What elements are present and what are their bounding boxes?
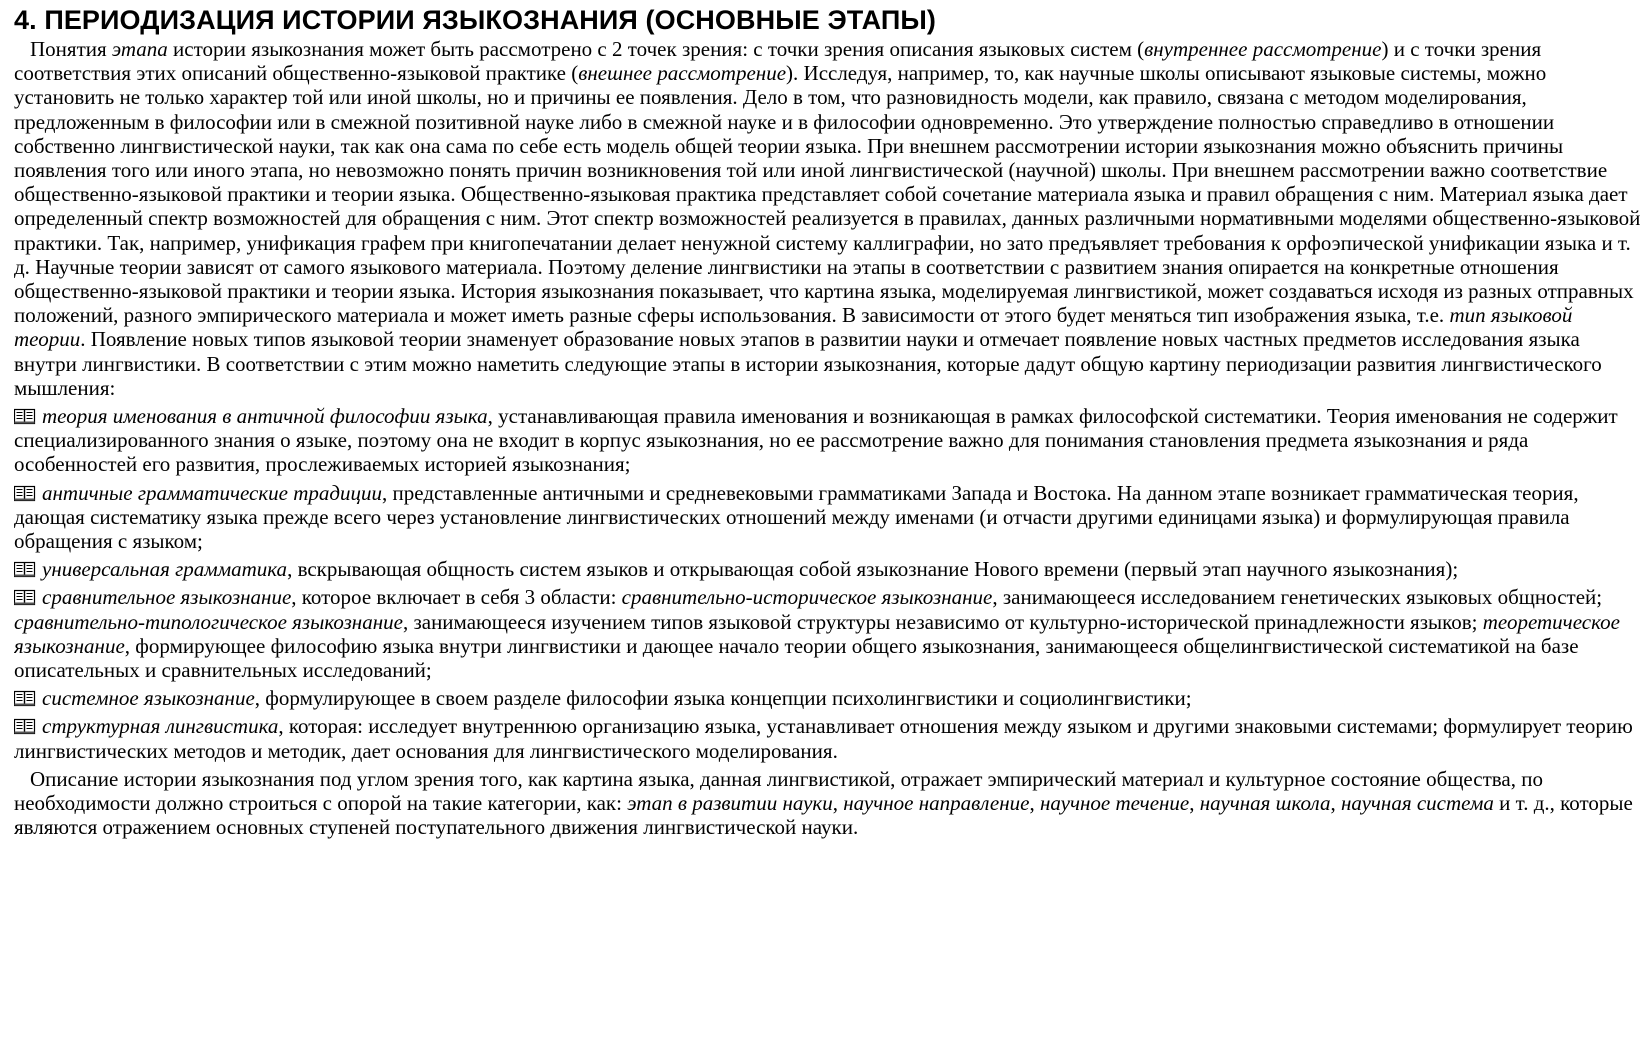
closing-term: научное направление bbox=[843, 791, 1030, 816]
stage-term: сравнительно-историческое языкознание bbox=[621, 585, 993, 610]
intro-text-2: истории языкознания может быть рассмотрено с 2 точек зрения: с точки зрения описания языковых систем ( bbox=[167, 37, 1145, 61]
book-icon bbox=[14, 485, 36, 502]
closing-term: этап в развитии науки bbox=[627, 791, 833, 816]
closing-term: научная система bbox=[1340, 791, 1494, 816]
list-item bbox=[14, 585, 1642, 682]
intro-term-stage: этапа bbox=[111, 37, 168, 61]
stage-term: универсальная грамматика bbox=[42, 557, 288, 582]
stage-text: , занимающееся исследованием генетических языковых общностей; bbox=[992, 585, 1603, 610]
intro-text-4: ). Исследуя, например, то, как научные школы описывают языковые системы, можно установить не только характер той или иной школы, но и причины ее появления. Дело в том, что разновидность модели, как правило, связана с методом моделирования, предложенным в философии или в смежной позитивной науке либо в смежной науке и в философии одновременно. Это утверждение полностью справедливо в отношении собственно лингвистической науки, так как она сама по себе есть модель общей теории языка. При внешнем рассмотрении истории языкознания можно объяснить причины появления того или иного этапа, но невозможно понять причин возникновения той или иной лингвистической (научной) школы. При внешнем рассмотрении важно соответствие общественно-языковой практики и теории языка. Общественно-языковая практика представляет собой сочетание материала языка и правил обращения с ним. Материал языка дает определенный спектр возможностей для обращения с ним. Этот спектр возможностей реализуется в правилах, данных различными нормативными моделями общественно-языковой практики. Так, например, унификация графем при книгопечатании делает ненужной систему каллиграфии, но зато предъявляет требования к орфоэпической унификации языка и т. д. Научные теории зависят от самого языкового материала. Поэтому деление лингвистики на этапы в соответствии с развитием знания опирается на конкретные отношения общественно-языковой практики и теории языка. История языкознания показывает, что картина языка, моделируемая лингвистикой, может создаваться исходя из разных отправных положений, разного эмпирического материала и может иметь разные сферы использования. В зависимости от этого будет меняться тип изображения языка, т.е. bbox=[14, 61, 1641, 328]
document-page bbox=[14, 4, 1642, 1044]
closing-term: научная школа bbox=[1199, 791, 1331, 816]
stage-text: , формирующее философию языка внутри лингвистики и дающее начало теории общего языкознания, занимающееся общелингвистической систематикой на базе описательных и сравнительных исследований; bbox=[14, 633, 1579, 683]
intro-text-5: . Появление новых типов языковой теории знаменует образование новых этапов в развитии науки и отмечает появление новых частных предметов исследования языка внутри лингвистики. В соответствии с этим можно наметить следующие этапы в истории языкознания, которые дадут общую картину периодизации развития лингвистического мышления: bbox=[14, 327, 1602, 400]
intro-text-1: Понятия bbox=[30, 37, 112, 61]
list-item bbox=[14, 481, 1642, 554]
closing-text-1: Описание истории языкознания под углом зрения того, как картина языка, данная лингвистикой, отражает эмпирический материал и культурное состояние общества, по необходимости должно строиться с опорой на такие категории, как: bbox=[14, 766, 1543, 816]
closing-term: научное течение bbox=[1040, 791, 1190, 816]
book-icon bbox=[14, 561, 36, 578]
intro-text-3: ) и с точки зрения соответствия этих описаний общественно-языковой практике ( bbox=[14, 37, 1542, 86]
intro-paragraph bbox=[14, 37, 1642, 400]
page-title: 4. ПЕРИОДИЗАЦИЯ ИСТОРИИ ЯЗЫКОЗНАНИЯ (ОСНОВНЫЕ ЭТАПЫ) bbox=[14, 5, 937, 35]
separator: , bbox=[1189, 791, 1200, 816]
stage-term: структурная лингвистика bbox=[42, 714, 279, 739]
closing-paragraph bbox=[14, 767, 1642, 840]
list-item bbox=[14, 714, 1642, 762]
book-icon bbox=[14, 408, 36, 425]
stage-text: , устанавливающая правила именования и возникающая в рамках философской систематики. Теория именования не содержит специализированного знания о языке, поэтому она не входит в корпус языкознания, но ее рассмотрение важно для понимания становления предмета языкознания и ряда особенностей его развития, прослеживаемых историей языкознания; bbox=[14, 404, 1618, 477]
stage-term: сравнительно-типологическое языкознание bbox=[14, 609, 403, 634]
closing-text-2: и т. д., которые являются отражением основных ступеней поступательного движения лингвистической науки. bbox=[14, 791, 1633, 840]
stage-text: , которая: исследует внутреннюю организацию языка, устанавливает отношения между языком и другими знаковыми системами; формулирует теорию лингвистических методов и методик, дает основания для лингвистического моделирования. bbox=[14, 714, 1633, 763]
stage-term: теоретическое языкознание bbox=[14, 609, 1620, 658]
stage-text: , вскрывающая общность систем языков и открывающая собой языкознание Нового времени (первый этап научного языкознания); bbox=[287, 557, 1459, 582]
stage-term: античные грамматические традиции bbox=[42, 480, 383, 505]
intro-term-external: внешнее рассмотрение bbox=[578, 61, 787, 86]
stage-text: , занимающееся изучением типов языковой структуры независимо от культурно-исторической принадлежности языков; bbox=[402, 609, 1483, 634]
separator: , bbox=[1330, 791, 1341, 816]
list-item bbox=[14, 557, 1642, 581]
stage-term: системное языкознание bbox=[42, 686, 255, 711]
book-icon bbox=[14, 589, 36, 606]
list-item bbox=[14, 686, 1642, 710]
stage-term: сравнительное языкознание bbox=[42, 585, 292, 610]
stage-text: , которое включает в себя 3 области: bbox=[291, 585, 622, 610]
list-item bbox=[14, 404, 1642, 477]
separator: , bbox=[1029, 791, 1040, 816]
stage-text: , представленные античными и средневековыми грамматиками Запада и Востока. На данном этапе возникает грамматическая теория, дающая систематику языка прежде всего через установление лингвистических отношений между именами (и отчасти другими единицами языка) и формулирующая правила обращения с языком; bbox=[14, 480, 1579, 554]
book-icon bbox=[14, 718, 36, 735]
separator: , bbox=[832, 791, 844, 816]
intro-term-theory-type: тип языковой теории bbox=[14, 303, 1573, 352]
stage-text: , формулирующее в своем разделе философии языка концепции психолингвистики и социолингвистики; bbox=[254, 686, 1192, 711]
stage-term: теория именования в античной философии языка bbox=[42, 404, 488, 429]
book-icon bbox=[14, 690, 36, 707]
intro-term-internal: внутреннее рассмотрение bbox=[1144, 37, 1382, 61]
document-body bbox=[14, 37, 1642, 840]
